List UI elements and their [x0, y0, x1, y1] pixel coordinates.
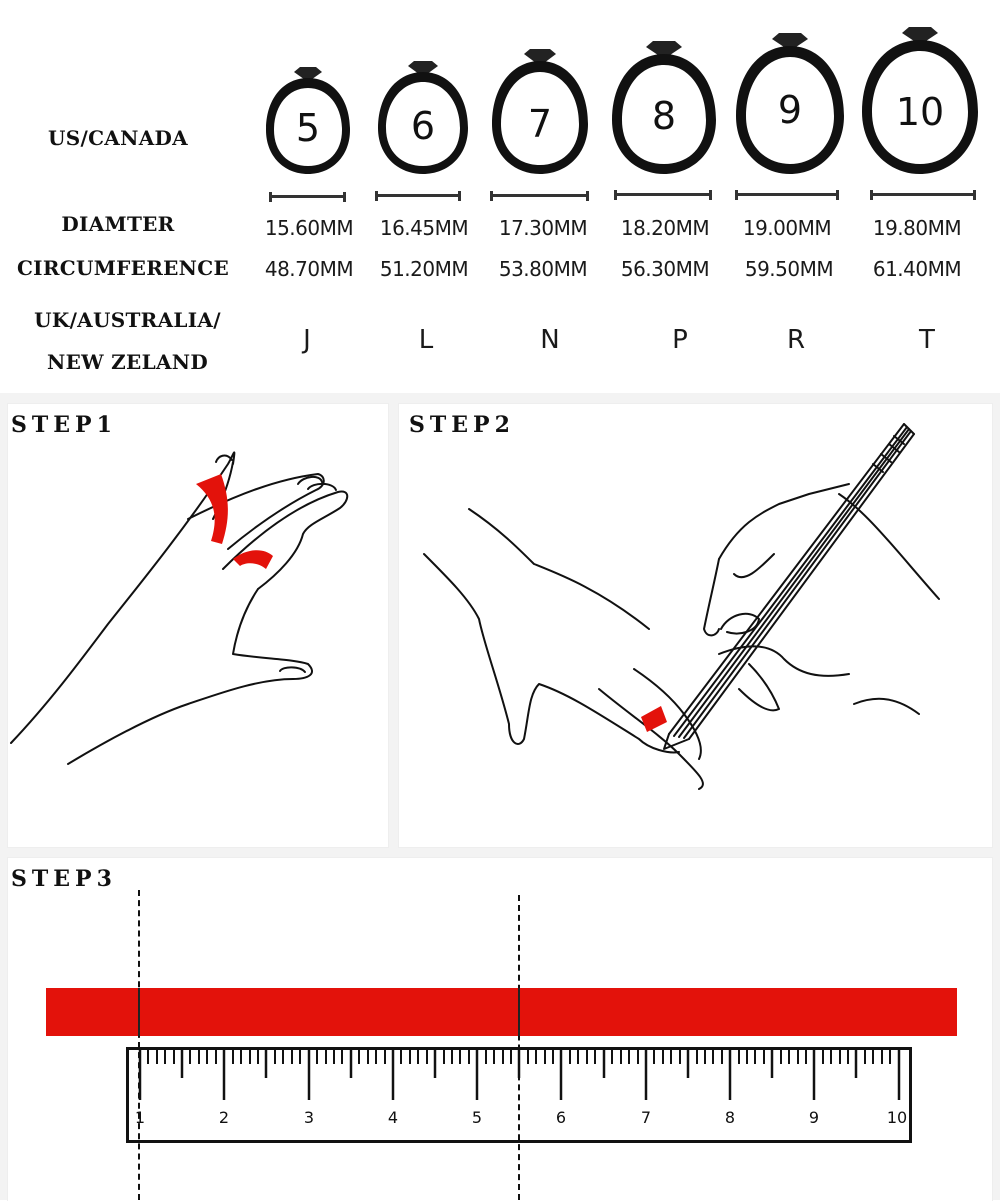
- ruler-label: 2: [218, 1108, 230, 1127]
- diameter-bar-7: [490, 191, 589, 199]
- ring-icon-size-7: [488, 46, 592, 178]
- diameter-bar-8: [614, 190, 712, 198]
- end-marker-line: [518, 895, 520, 1200]
- us-size-6: 6: [410, 104, 436, 148]
- uk-australia-label: UK/AUSTRALIA/: [34, 308, 221, 332]
- us-size-7: 7: [527, 102, 553, 146]
- circumference-value: 56.30MM: [620, 257, 710, 281]
- diameter-value: 19.80MM: [872, 216, 962, 240]
- step1-panel: [7, 403, 389, 848]
- ruler-label: 6: [555, 1108, 567, 1127]
- ruler-label: 5: [471, 1108, 483, 1127]
- ring-icon-size-6: [374, 58, 472, 178]
- uk-size: L: [418, 325, 434, 355]
- start-marker-line: [138, 890, 140, 1200]
- diameter-value: 17.30MM: [498, 216, 588, 240]
- new-zealand-label: NEW ZELAND: [47, 350, 208, 374]
- us-canada-label: US/CANADA: [48, 126, 188, 150]
- diameter-value: 16.45MM: [379, 216, 469, 240]
- diameter-bar-10: [870, 190, 976, 198]
- us-size-8: 8: [651, 94, 677, 138]
- diameter-value: 19.00MM: [742, 216, 832, 240]
- diameter-value: 18.20MM: [620, 216, 710, 240]
- ring-icon-size-10: [858, 24, 982, 178]
- diameter-value: 15.60MM: [264, 216, 354, 240]
- step2-title: STEP2: [409, 412, 515, 438]
- start-marker-solid: [138, 988, 140, 1036]
- circumference-value: 51.20MM: [379, 257, 469, 281]
- uk-size: T: [919, 325, 935, 355]
- diameter-bar-9: [735, 190, 839, 198]
- ring-icon-size-8: [608, 38, 720, 178]
- uk-size: N: [540, 325, 560, 355]
- paper-strip: [46, 988, 957, 1036]
- circumference-value: 61.40MM: [872, 257, 962, 281]
- ruler-label: 7: [640, 1108, 652, 1127]
- ruler-label: 1: [134, 1108, 146, 1127]
- diameter-bar-6: [375, 191, 461, 199]
- end-marker-solid: [518, 988, 520, 1036]
- uk-size: P: [672, 325, 688, 355]
- pen-marking-icon: [399, 404, 992, 847]
- us-size-9: 9: [777, 88, 803, 132]
- ruler-label: 9: [808, 1108, 820, 1127]
- circumference-value: 59.50MM: [744, 257, 834, 281]
- circumference-value: 48.70MM: [264, 257, 354, 281]
- uk-size: R: [786, 325, 806, 355]
- step3-title: STEP3: [11, 866, 117, 892]
- ring-icon-size-5: [262, 64, 354, 178]
- us-size-5: 5: [295, 106, 321, 150]
- us-size-10: 10: [895, 90, 945, 134]
- step1-title: STEP1: [11, 412, 117, 438]
- uk-size: J: [303, 325, 311, 355]
- diameter-label: DIAMTER: [61, 212, 175, 236]
- step2-panel: [398, 403, 993, 848]
- ruler-label: 10: [886, 1108, 908, 1127]
- ring-icon-size-9: [732, 30, 848, 178]
- ruler-label: 8: [724, 1108, 736, 1127]
- ruler-label: 3: [303, 1108, 315, 1127]
- diameter-bar-5: [269, 192, 346, 200]
- hand-measuring-icon: [8, 404, 388, 847]
- circumference-value: 53.80MM: [498, 257, 588, 281]
- ruler-label: 4: [387, 1108, 399, 1127]
- circumference-label: CIRCUMFERENCE: [16, 256, 230, 280]
